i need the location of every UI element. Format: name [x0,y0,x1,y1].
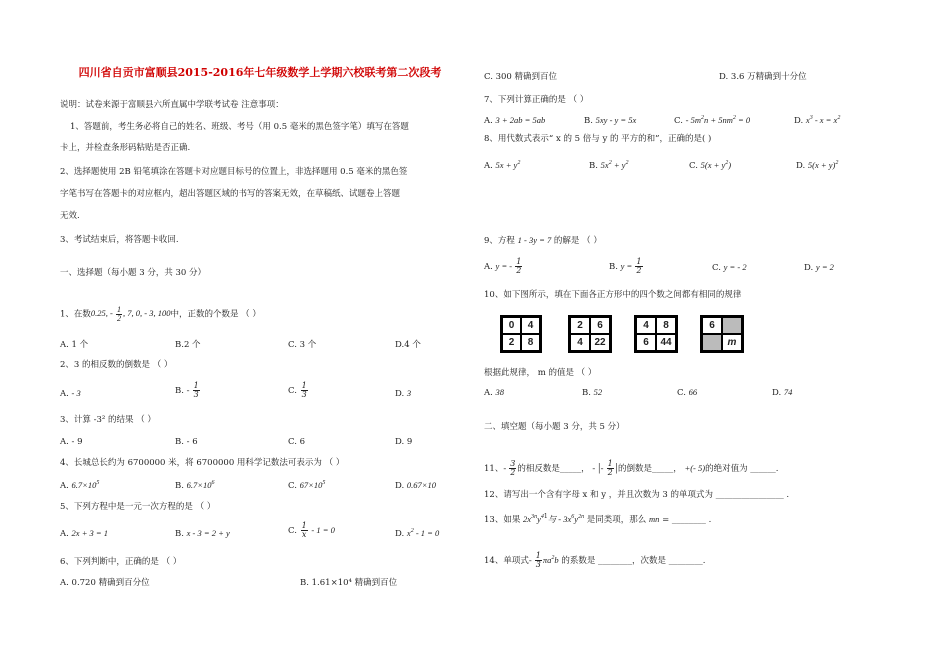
question-10: 10、如下图所示，填在下面各正方形中的四个数之间都有相同的规律 [484,290,742,300]
question-14: 14、单项式- $\frac{1}{3}$ $\pi a^2b$ 的系数是 ________，次数是 ________. [484,551,706,569]
q3-option-d: D. 9 [395,437,413,447]
page-title: 四川省自贡市富顺县2015-2016年七年级数学上学期六校联考第二次段考 [78,66,442,79]
q5-option-c: C. $\frac{1}{x}$ - 1 = 0 [288,521,335,539]
q7-option-c: C. - $5m^2n + 5nm^2 = 0$ [674,115,751,126]
q9-option-b: B. y = $\frac{1}{2}$ [609,257,642,275]
cell: 2 [502,334,521,351]
note-header: 说明：试卷来源于富顺县六所直属中学联考试卷 注意事项： [60,100,284,110]
cell: 6 [636,334,656,351]
q4-option-d: D. 0.67×10 [395,480,437,491]
q8-option-c: C. $5(x + y^2)$ [689,160,732,171]
q1-option-c: C. 3 个 [288,340,317,350]
q6-option-a: A. 0.720 精确到百分位 [60,578,150,588]
cell: 6 [590,317,610,334]
note-1b: 卡上，并检查条形码粘贴是否正确. [60,143,191,153]
cell-shaded [702,334,722,351]
q8-option-b: B. $5x^2 + y^2$ [589,160,629,171]
q3-option-a: A. - 9 [60,437,83,447]
question-8: 8、用代数式表示“ x 的 5 倍与 y 的 平方的和”，正确的是( ) [484,134,712,144]
question-5: 5、下列方程中是一元一次方程的是 （ ） [60,502,216,512]
q1-option-b: B.2 个 [175,340,201,350]
question-2: 2、3 的相反数的倒数是 （ ） [60,360,173,370]
question-12: 12、请写出一个含有字母 x 和 y ，并且次数为 3 的单项式为 ________________ . [484,490,790,500]
q4-option-c: C. $67\times 10^5$ [288,480,326,491]
q8-option-d: D. $5(x + y)^2$ [796,160,839,171]
note-2c: 无效. [60,211,80,221]
q10-option-c: C. 66 [677,387,698,398]
pattern-square-4 [700,315,744,353]
q5-option-a: A. 2x + 3 = 1 [60,528,109,539]
note-2b: 字笔书写在答题卡的对应框内，超出答题区域的书写的答案无效，在草稿纸、试题卷上答题 [60,189,401,199]
q1-option-d: D.4 个 [395,340,421,350]
q6-option-c: C. 300 精确到百位 [484,72,558,82]
cell: 6 [702,317,722,334]
question-3: 3、计算 -3² 的结果 （ ） [60,415,156,425]
q7-option-a: A. 3 + 2ab = 5ab [484,115,546,126]
q10-option-d: D. 74 [772,387,793,398]
question-7: 7、下列计算正确的是 （ ） [484,95,589,105]
q3-option-c: C. 6 [288,437,306,447]
q6-option-b: B. 1.61×10⁴ 精确到百位 [300,578,398,588]
question-13: 13、如果 $2x^{3n}y^{41}$与 - $3x^6y^{2n}$ 是同类项，那么 mn = ________ . [484,513,712,525]
question-6: 6、下列判断中，正确的是 （ ） [60,557,182,567]
section-choice-heading: 一、选择题（每小题 3 分，共 30 分） [60,268,207,278]
cell: 4 [521,317,540,334]
q5-option-d: D. $x^2 - 1 = 0$ [395,528,440,539]
q4-option-b: B. $6.7\times 10^6$ [175,480,215,491]
cell: 44 [656,334,676,351]
q7-option-d: D. $x^3 - x = x^2$ [794,115,841,126]
cell: 8 [656,317,676,334]
pattern-square-1 [500,315,542,353]
q10-option-b: B. 52 [582,387,603,398]
q6-option-d: D. 3.6 万精确到十分位 [719,72,807,82]
cell: 0 [502,317,521,334]
q4-option-a: A. $6.7\times 10^5$ [60,480,100,491]
cell: 4 [570,334,590,351]
q9-option-a: A. y = - $\frac{1}{2}$ [484,257,522,275]
q7-option-b: B. 5xy - y = 5x [584,115,637,126]
q10-option-a: A. 38 [484,387,505,398]
q2-option-c: C. $\frac{1}{3}$ [288,381,307,399]
question-4: 4、长城总长约为 6700000 米，将 6700000 用科学记数法可表示为 （ ） [60,458,345,468]
cell: 8 [521,334,540,351]
q9-option-d: D. y = 2 [804,262,834,273]
note-1a: 1、答题前，考生务必将自己的姓名、班级、考号（用 0.5 毫米的黑色签字笔）填写在答题 [70,122,409,132]
note-3: 3、考试结束后，将答题卡收回. [60,235,179,245]
pattern-square-2 [568,315,612,353]
q2-option-d: D. 3 [395,388,412,399]
question-1: 1、在数0.25, - $\frac{1}{2}$ , 7, 0, - 3, 100中，正数的个数是 （ ） [60,305,261,323]
cell: 2 [570,317,590,334]
note-2a: 2、选择题使用 2B 铅笔填涂在答题卡对应题目标号的位置上，非选择题用 0.5 毫米的黑色签 [60,167,408,177]
q9-option-c: C. y = - 2 [712,262,747,273]
section-fill-heading: 二、填空题（每小题 3 分，共 5 分） [484,422,625,432]
cell-unknown: m [722,334,742,351]
q2-option-a: A. - 3 [60,388,81,399]
q5-option-b: B. x - 3 = 2 + y [175,528,230,539]
question-11: 11、- $\frac{3}{2}$ 的相反数是_____， - |- $\frac{1}{2}$ |的倒数是_____， +(- 5)的绝对值为 ______. [484,459,779,477]
cell: 22 [590,334,610,351]
q8-option-a: A. $5x + y^2$ [484,160,521,171]
q3-option-b: B. - 6 [175,437,198,447]
question-9: 9、方程 1 - 3y = 7 的解是 （ ） [484,235,602,246]
q10-rule: 根据此规律， m 的值是 （ ） [484,368,597,378]
cell: 4 [636,317,656,334]
q2-option-b: B. - $\frac{1}{3}$ [175,381,199,399]
cell-shaded [722,317,742,334]
pattern-square-3 [634,315,678,353]
q1-option-a: A. 1 个 [60,340,89,350]
